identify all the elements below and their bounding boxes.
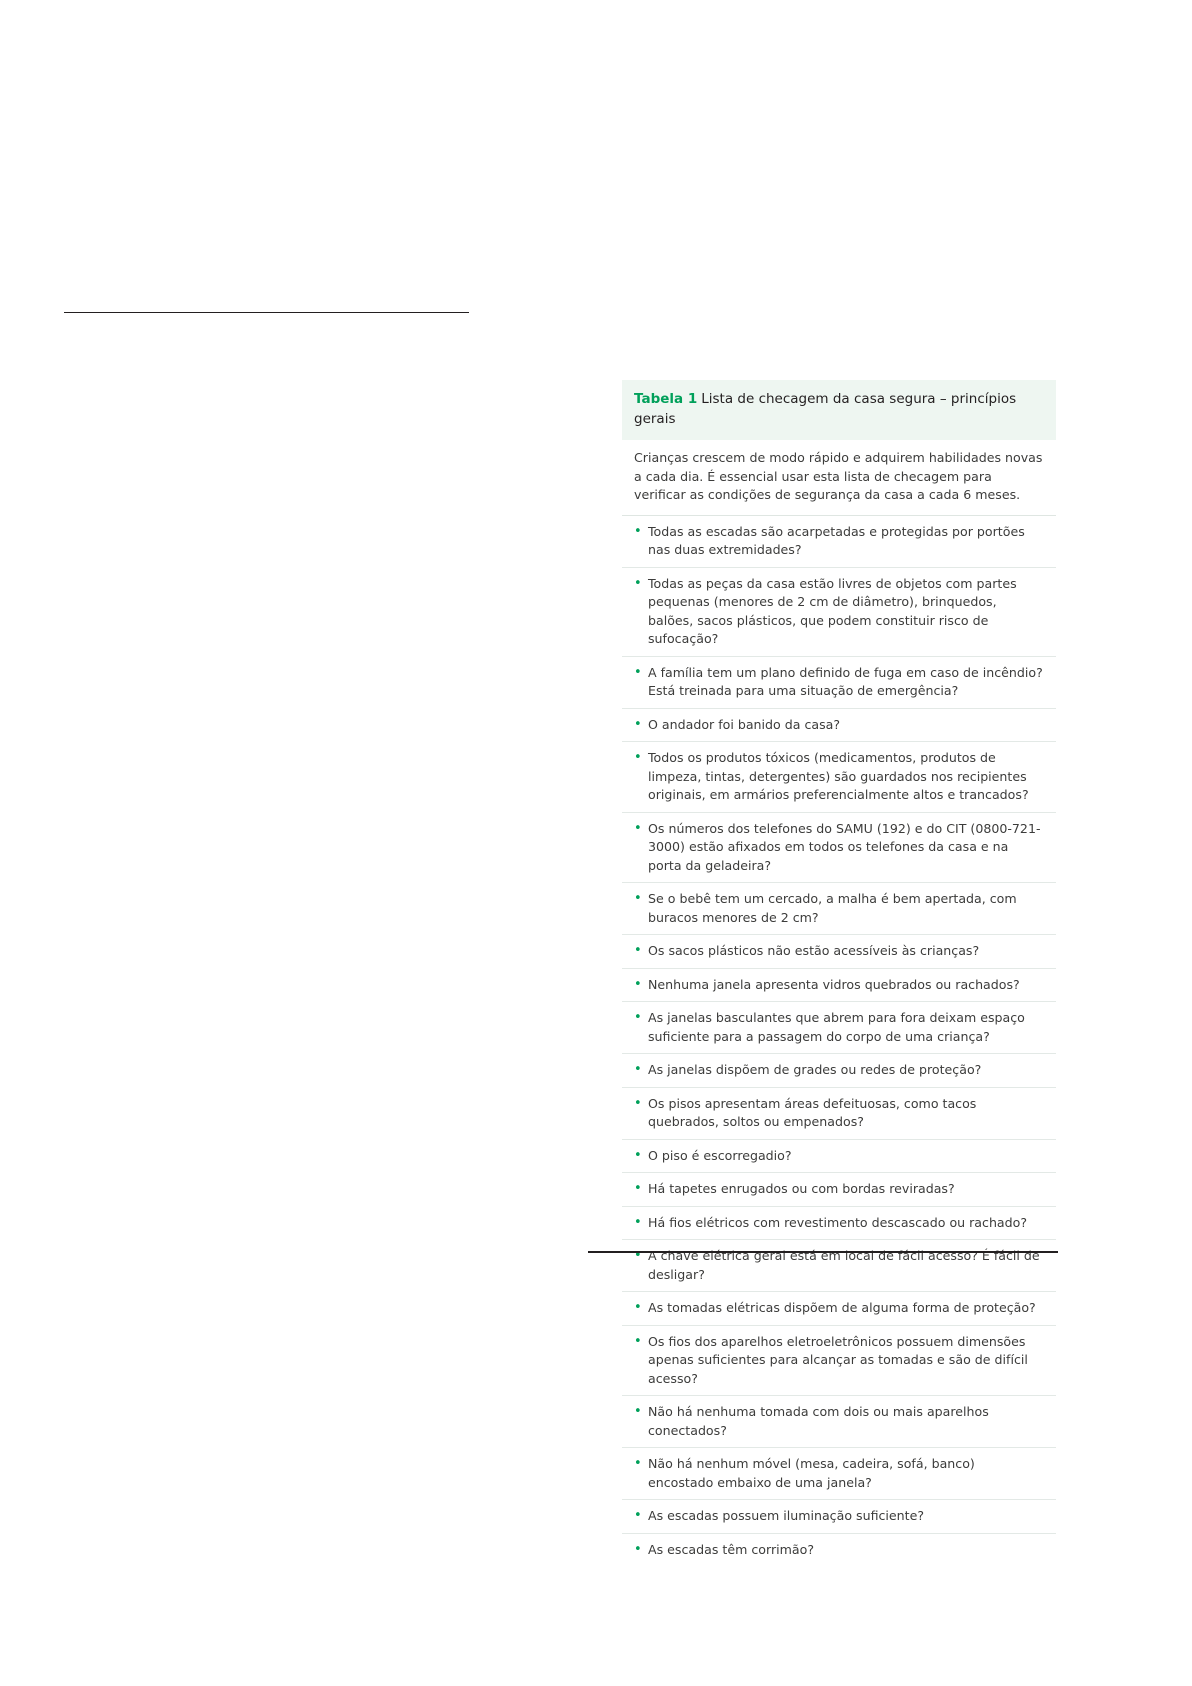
bullet-icon: • — [634, 1095, 642, 1111]
table-row — [622, 709, 1056, 743]
table-row — [622, 1448, 1056, 1500]
bullet-icon: • — [634, 1248, 642, 1264]
table-row — [622, 1173, 1056, 1207]
bullet-icon: • — [634, 1541, 642, 1557]
checklist-item-text: Os sacos plásticos não estão acessíveis às crianças? — [648, 943, 980, 959]
checklist-item-text: As tomadas elétricas dispõem de alguma forma de proteção? — [648, 1300, 1036, 1316]
checklist-item-text: Todas as peças da casa estão livres de objetos com partes pequenas (menores de 2 cm de diâmetro), brinquedos, balões, sacos plásticos, que podem constituir risco de sufocação? — [648, 575, 1017, 647]
table-row — [622, 969, 1056, 1003]
table-row — [622, 1140, 1056, 1174]
table-row — [622, 1326, 1056, 1397]
bullet-icon: • — [634, 664, 642, 680]
safety-checklist-table — [622, 380, 1056, 1566]
table-row — [622, 1396, 1056, 1448]
bullet-icon: • — [634, 1456, 642, 1472]
bullet-icon: • — [634, 1062, 642, 1078]
bullet-icon: • — [634, 1404, 642, 1420]
table-row — [622, 742, 1056, 813]
checklist-item-text: As escadas têm corrimão? — [648, 1541, 815, 1557]
table-row — [622, 1002, 1056, 1054]
bullet-icon: • — [634, 716, 642, 732]
bullet-icon: • — [634, 1010, 642, 1026]
page-top-divider — [64, 312, 469, 313]
table-row — [622, 1240, 1056, 1292]
bullet-icon: • — [634, 1300, 642, 1316]
checklist-item-text: Se o bebê tem um cercado, a malha é bem apertada, com buracos menores de 2 cm? — [648, 891, 1017, 925]
table-row — [622, 516, 1056, 568]
checklist-item-text: Não há nenhum móvel (mesa, cadeira, sofá, banco) encostado embaixo de uma janela? — [648, 1456, 975, 1490]
table-row — [622, 568, 1056, 657]
table-bottom-divider — [588, 1251, 1058, 1253]
checklist-item-text: O andador foi banido da casa? — [648, 716, 841, 732]
bullet-icon: • — [634, 1147, 642, 1163]
table-row — [622, 1500, 1056, 1534]
checklist-item-text: Não há nenhuma tomada com dois ou mais aparelhos conectados? — [648, 1404, 989, 1438]
bullet-icon: • — [634, 943, 642, 959]
bullet-icon: • — [634, 750, 642, 766]
table-row — [622, 1534, 1056, 1567]
bullet-icon: • — [634, 1508, 642, 1524]
table-intro-text: Crianças crescem de modo rápido e adquirem habilidades novas a cada dia. É essencial usar esta lista de checagem para verificar as condições de segurança da casa a cada 6 meses. — [622, 440, 1056, 516]
table-row — [622, 1088, 1056, 1140]
table-row — [622, 813, 1056, 884]
table-row — [622, 657, 1056, 709]
checklist-item-text: As escadas possuem iluminação suficiente? — [648, 1508, 925, 1524]
table-row — [622, 935, 1056, 969]
checklist-item-text: Os números dos telefones do SAMU (192) e do CIT (0800-721-3000) estão afixados em todos os telefones da casa e na porta da geladeira? — [648, 820, 1041, 873]
checklist-item-text: As janelas dispõem de grades ou redes de proteção? — [648, 1062, 982, 1078]
bullet-icon: • — [634, 523, 642, 539]
bullet-icon: • — [634, 891, 642, 907]
table-caption-text: Lista de checagem da casa segura – princípios gerais — [634, 391, 1017, 427]
checklist-item-text: Há tapetes enrugados ou com bordas reviradas? — [648, 1181, 955, 1197]
checklist-item-text: Há fios elétricos com revestimento descascado ou rachado? — [648, 1214, 1028, 1230]
table-row — [622, 1054, 1056, 1088]
checklist-item-text: Os fios dos aparelhos eletroeletrônicos possuem dimensões apenas suficientes para alcançar as tomadas e são de difícil acesso? — [648, 1333, 1028, 1386]
checklist-item-text: Todos os produtos tóxicos (medicamentos, produtos de limpeza, tintas, detergentes) são guardados nos recipientes originais, em armários preferencialmente altos e trancados? — [648, 750, 1029, 803]
checklist-item-text: A família tem um plano definido de fuga em caso de incêndio? Está treinada para uma situação de emergência? — [648, 664, 1043, 699]
bullet-icon: • — [634, 1333, 642, 1349]
table-row — [622, 1292, 1056, 1326]
bullet-icon: • — [634, 820, 642, 836]
checklist-item-text: Os pisos apresentam áreas defeituosas, como tacos quebrados, soltos ou empenados? — [648, 1095, 977, 1130]
bullet-icon: • — [634, 976, 642, 992]
table-row — [622, 1207, 1056, 1241]
bullet-icon: • — [634, 575, 642, 591]
checklist-item-text: A chave elétrica geral está em local de fácil acesso? É fácil de desligar? — [648, 1248, 1040, 1282]
table-number-label: Tabela 1 — [634, 391, 698, 407]
bullet-icon: • — [634, 1181, 642, 1197]
checklist-item-text: Nenhuma janela apresenta vidros quebrados ou rachados? — [648, 976, 1020, 992]
checklist-item-text: Todas as escadas são acarpetadas e protegidas por portões nas duas extremidades? — [648, 523, 1025, 558]
table-row — [622, 883, 1056, 935]
table-caption — [622, 380, 1056, 440]
checklist-item-text: As janelas basculantes que abrem para fora deixam espaço suficiente para a passagem do corpo de uma criança? — [648, 1010, 1025, 1044]
bullet-icon: • — [634, 1214, 642, 1230]
checklist-item-text: O piso é escorregadio? — [648, 1147, 792, 1163]
